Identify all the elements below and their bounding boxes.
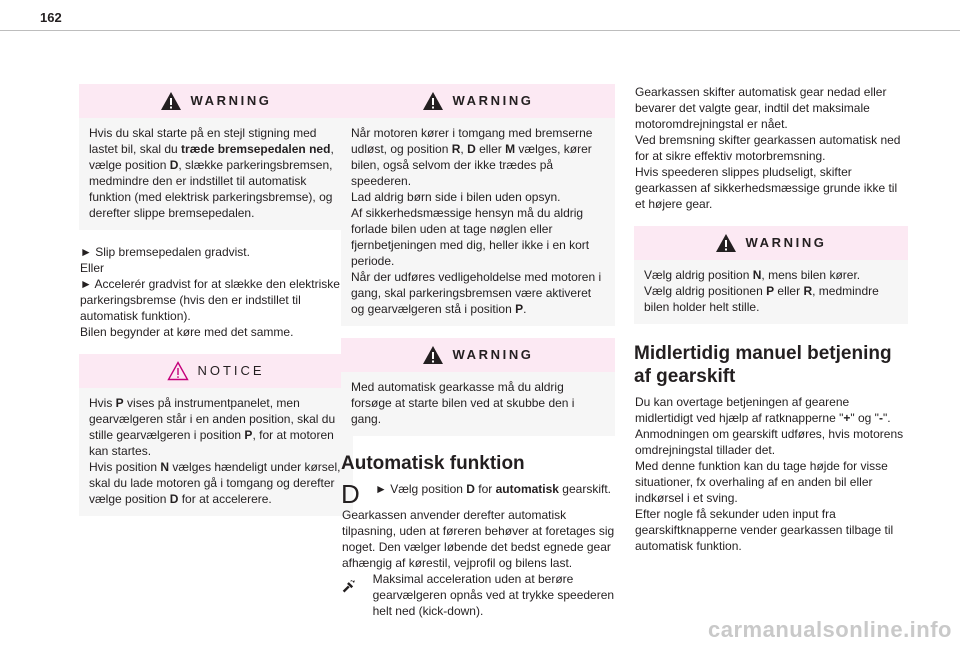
notice-box: [79, 354, 353, 516]
drive-step: [341, 481, 615, 507]
warning-title: WARNING: [452, 347, 534, 362]
notice-header: [79, 354, 353, 388]
warning-text: Når motoren kører i tomgang med bremserne udløst, og position R, D eller M vælges, kører bilen, også selvom der ikke trædes på speederen. Lad aldrig børn side i bilen uden opsyn. Af sikkerhedsmæssige hensyn må du aldrig forlade bilen uden at tage nøglen eller fjernbetjeningen med dig, heller ikke i en kort periode. Når der udføres vedligeholdelse med motoren i gang, skal parkeringsbremsen være aktiveret og gearvælgeren stå i position P.: [351, 126, 602, 316]
notice-text: Hvis P vises på instrumentpanelet, men gearvælgeren står i en anden position, skal du stille gearvælgeren i position P, for at motoren kan startes. Hvis position N vælges hændeligt under kørsel, skal du lade motoren gå i tomgang og derefter vælge position D for at accelerere.: [89, 396, 341, 506]
warning-triangle-icon: [715, 233, 737, 253]
warning-box-idle-creep: [341, 84, 615, 326]
step-accelerate: ► Accelerér gradvist for at slække den elektriske parkeringsbremse (hvis den er indstillet til automatisk funktion).: [80, 277, 340, 323]
warning-title: WARNING: [452, 93, 534, 108]
downshift-paragraph: Gearkassen skifter automatisk gear nedad eller bevarer det valgte gear, indtil det maksimale motoromdrejningstal er nået. Ved bremsning skifter gearkassen automatisk ned for at sikre effektiv motorbremsning. Hvis speederen slippes pludseligt, skifter gearkassen af sikkerhedsmæssige grunde ikke til et højere gear.: [635, 85, 901, 211]
step-result: Bilen begynder at køre med det samme.: [80, 325, 294, 339]
column-3: [634, 84, 908, 554]
warning-header: [634, 226, 908, 260]
warning-title: WARNING: [745, 235, 827, 250]
automatic-paragraph: Gearkassen anvender derefter automatisk tilpasning, uden at føreren behøver at foretages sig noget. Den vælger løbende det bedst egnede gear afhængig af kørestil, vejprofil og bilens last.: [342, 508, 615, 570]
notice-triangle-icon: [167, 361, 189, 381]
kick-down-note: [341, 571, 615, 619]
warning-title: WARNING: [190, 93, 272, 108]
column-2: [341, 84, 615, 619]
warning-box-start-on-hill: [79, 84, 353, 230]
warning-box-neutral: [634, 226, 908, 324]
warning-triangle-icon: [422, 345, 444, 365]
warning-header: [341, 84, 615, 118]
warning-text: Med automatisk gearkasse må du aldrig forsøge at starte bilen ved at skubbe den i gang.: [351, 380, 575, 426]
page-number: 162: [40, 10, 62, 25]
top-divider: [0, 30, 960, 31]
warning-header: [79, 84, 353, 118]
warning-text: Hvis du skal starte på en stejl stigning med lastet bil, skal du træde bremsepedalen ned, vælge position D, slække parkeringsbremsen, medmindre den er indstillet til automatisk funktion (med elektrisk parkeringsbremse), og derefter slippe bremsepedalen.: [89, 126, 334, 220]
warning-header: [341, 338, 615, 372]
watermark: carmanualsonline.info: [708, 617, 952, 642]
section-heading-manual: Midlertidig manuel betjening af gearskift: [634, 343, 892, 387]
warning-box-push-start: [341, 338, 615, 436]
notice-title: NOTICE: [197, 363, 265, 378]
start-steps: [79, 244, 353, 340]
section-heading-automatic: Automatisk funktion: [341, 453, 525, 474]
column-1: [79, 84, 353, 516]
manual-paragraph: Du kan overtage betjeningen af gearene midlertidigt ved hjælp af ratknapperne "+" og "-". Anmodningen om gearskift udføres, hvis motorens omdrejningstal tillader det. Med denne funktion kan du tage højde for visse situationer, fx overhaling af en anden bil eller indkørsel i et sving. Efter nogle få sekunder uden input fra gearskiftknapperne vender gearkassen tilbage til automatisk funktion.: [635, 395, 904, 553]
warning-text: Vælg aldrig position N, mens bilen kører. Vælg aldrig positionen P eller R, medmindre bilen holder helt stille.: [644, 268, 879, 314]
kick-down-text: Maksimal acceleration uden at berøre gearvælgeren opnås ved at trykke speederen helt ned (kick-down).: [372, 572, 615, 618]
step-or: Eller: [80, 261, 105, 275]
step-release-brake: ► Slip bremsepedalen gradvist.: [80, 245, 250, 259]
drive-position-symbol: D: [341, 479, 360, 509]
drive-step-text: ► Vælg position D for automatisk gearskift.: [375, 482, 611, 496]
warning-triangle-icon: [160, 91, 182, 111]
warning-triangle-icon: [422, 91, 444, 111]
